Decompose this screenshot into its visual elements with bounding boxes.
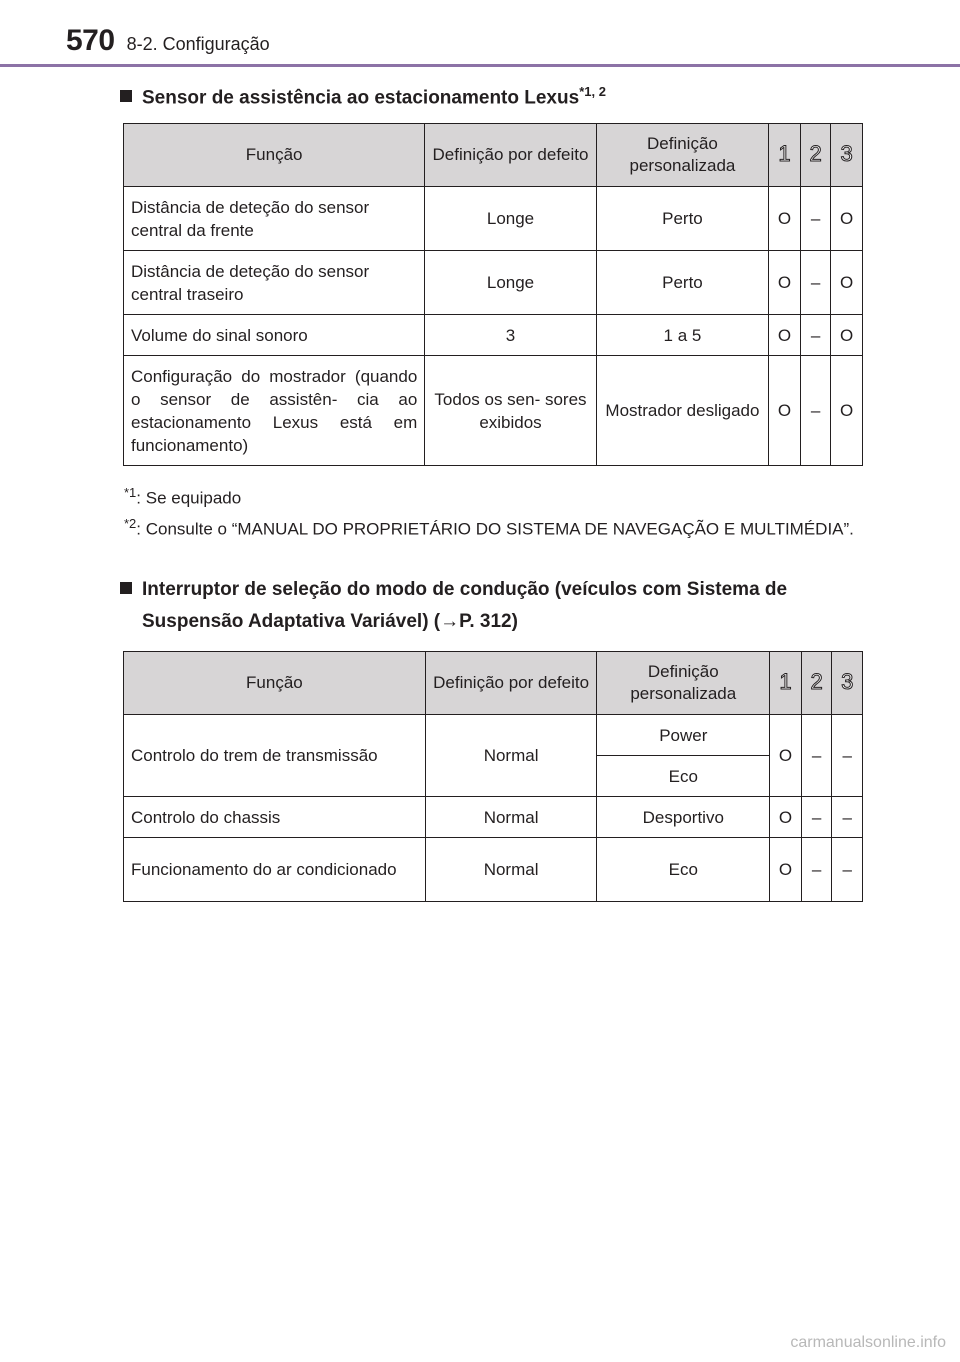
cell-mark-1: O bbox=[769, 356, 801, 466]
table-row bbox=[124, 187, 863, 251]
cell-function: Controlo do chassis bbox=[124, 797, 426, 838]
table-row bbox=[124, 356, 863, 466]
cell-mark-3: – bbox=[832, 797, 863, 838]
cell-function: Funcionamento do ar condicionado bbox=[124, 838, 426, 902]
header-custom: Definição personalizada bbox=[597, 652, 770, 715]
cell-mark-2: – bbox=[801, 715, 832, 797]
watermark-link[interactable]: carmanualsonline.info bbox=[790, 1334, 946, 1351]
cell-custom: Eco bbox=[597, 756, 770, 797]
header-default: Definição por defeito bbox=[425, 124, 596, 187]
footnote-2: $^{*2}$: Consulte o “MANUAL DO PROPRIETÁRIO DO SISTEMA DE NAVEGAÇÃO E MULTIMÉDIA”. bbox=[124, 516, 854, 539]
table-header-row bbox=[124, 124, 863, 187]
header-function: Função bbox=[124, 124, 425, 187]
square-bullet-icon bbox=[120, 582, 132, 594]
cell-mark-2: – bbox=[800, 356, 831, 466]
cell-mark-3: O bbox=[831, 315, 863, 356]
cell-mark-3: – bbox=[832, 715, 863, 797]
section-title-drive-mode: Interruptor de seleção do modo de condução (veículos com Sistema de Suspensão Adaptativa Variável) (→P. 312) bbox=[120, 574, 860, 638]
cell-custom: Power bbox=[597, 715, 770, 756]
table-row bbox=[124, 315, 863, 356]
table-row bbox=[124, 797, 863, 838]
cell-function: Controlo do trem de transmissão bbox=[124, 715, 426, 797]
cell-mark-1: O bbox=[770, 838, 802, 902]
cell-default: Normal bbox=[425, 838, 597, 902]
chapter-title: 8-2. Configuração bbox=[126, 34, 270, 54]
cell-mark-2: – bbox=[801, 838, 832, 902]
cell-mark-1: O bbox=[769, 251, 801, 315]
header-custom: Definição personalizada bbox=[596, 124, 769, 187]
header-divider bbox=[0, 64, 960, 67]
drive-mode-table bbox=[123, 651, 863, 902]
cell-mark-2: – bbox=[800, 187, 831, 251]
footnote-mark: *1, 2 bbox=[579, 84, 606, 99]
cell-mark-1: O bbox=[769, 315, 801, 356]
cell-function: Configuração do mostrador (quando o sensor de assistên- cia ao estacionamento Lexus está em funcionamento) bbox=[124, 356, 425, 466]
cell-mark-1: O bbox=[769, 187, 801, 251]
cell-default: 3 bbox=[425, 315, 596, 356]
footnote-1: $^{*1}$: Se equipado bbox=[124, 485, 242, 508]
cell-custom: Eco bbox=[597, 838, 770, 902]
setting-3-icon: 3 bbox=[831, 124, 863, 187]
cell-custom: Mostrador desligado bbox=[596, 356, 769, 466]
cell-default: Normal bbox=[425, 715, 597, 797]
cell-mark-2: – bbox=[800, 251, 831, 315]
section-title-parking-sensor: Sensor de assistência ao estacionamento Lexus$^{*1, 2}$ bbox=[120, 76, 606, 114]
cell-function: Distância de deteção do sensor central traseiro bbox=[124, 251, 425, 315]
cell-mark-3: O bbox=[831, 187, 863, 251]
cell-default: Normal bbox=[425, 797, 597, 838]
square-bullet-icon bbox=[120, 90, 132, 102]
cell-mark-2: – bbox=[801, 797, 832, 838]
cell-mark-3: O bbox=[831, 356, 863, 466]
header-default: Definição por defeito bbox=[425, 652, 597, 715]
cell-custom: Perto bbox=[596, 187, 769, 251]
parking-sensor-table bbox=[123, 123, 863, 466]
header-function: Função bbox=[124, 652, 426, 715]
setting-1-icon: 1 bbox=[769, 124, 801, 187]
cell-mark-2: – bbox=[800, 315, 831, 356]
footnote-mark: *1 bbox=[124, 485, 137, 500]
cell-custom: 1 a 5 bbox=[596, 315, 769, 356]
cell-default: Longe bbox=[425, 187, 596, 251]
setting-1-icon: 1 bbox=[770, 652, 802, 715]
table-row bbox=[124, 251, 863, 315]
cell-mark-1: O bbox=[770, 715, 802, 797]
table-header-row bbox=[124, 652, 863, 715]
setting-2-icon: 2 bbox=[801, 652, 832, 715]
setting-2-icon: 2 bbox=[800, 124, 831, 187]
footnote-mark: *2 bbox=[124, 516, 137, 531]
page-header bbox=[66, 24, 270, 60]
cell-mark-1: O bbox=[770, 797, 802, 838]
table-row bbox=[124, 838, 863, 902]
cell-default: Longe bbox=[425, 251, 596, 315]
cell-function: Distância de deteção do sensor central da frente bbox=[124, 187, 425, 251]
page-number: 570 bbox=[66, 24, 115, 57]
cell-mark-3: – bbox=[832, 838, 863, 902]
cell-custom: Desportivo bbox=[597, 797, 770, 838]
cell-default: Todos os sen- sores exibidos bbox=[425, 356, 596, 466]
cell-mark-3: O bbox=[831, 251, 863, 315]
cell-function: Volume do sinal sonoro bbox=[124, 315, 425, 356]
table-row bbox=[124, 715, 863, 756]
cell-custom: Perto bbox=[596, 251, 769, 315]
setting-3-icon: 3 bbox=[832, 652, 863, 715]
